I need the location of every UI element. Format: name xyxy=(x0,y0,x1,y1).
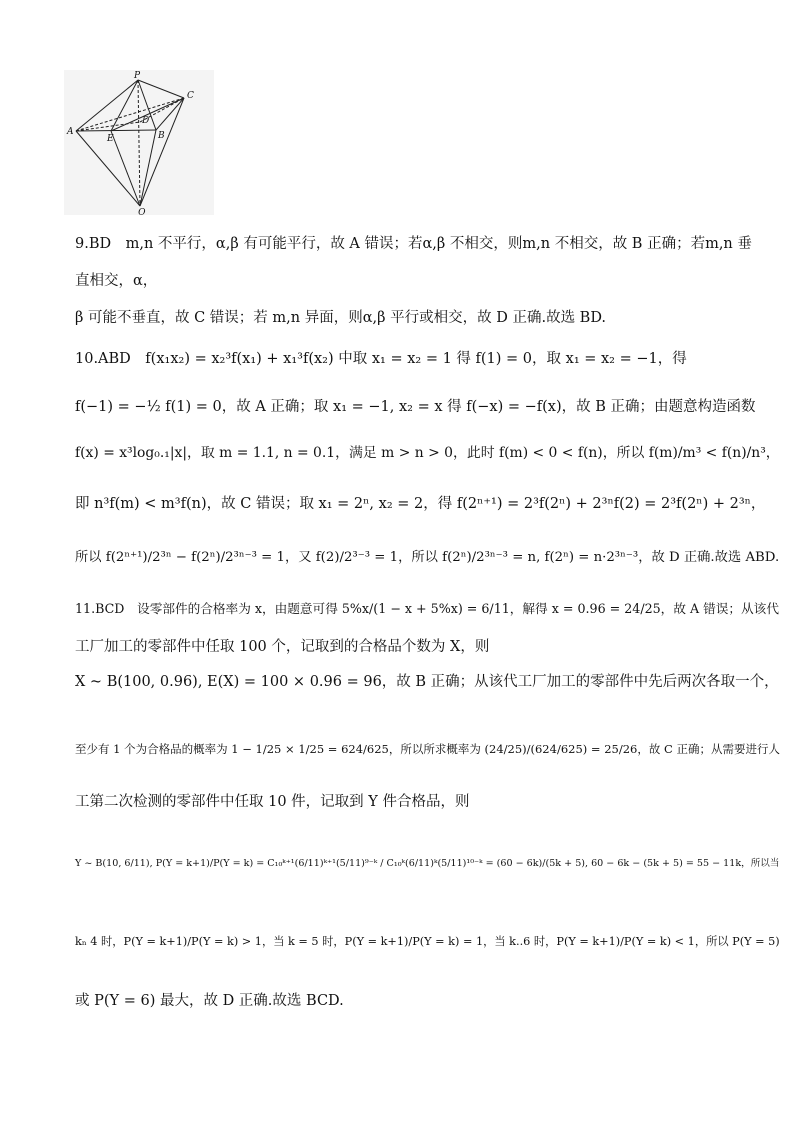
q10-line-2: f(−1) = −½ f(1) = 0，故 A 正确；取 x₁ = −1, x₂ = x 得 f(−x) = −f(x)，故 B 正确；由题意构造函数 xyxy=(75,399,756,415)
q10-line-5: 所以 f(2ⁿ⁺¹)/2³ⁿ − f(2ⁿ)/2³ⁿ⁻³ = 1，又 f(2)/2³⁻³ = 1，所以 f(2ⁿ)/2³ⁿ⁻³ = n, f(2ⁿ) = n·2³ⁿ⁻³，故 D 正确.故选 ABD. xyxy=(75,550,780,565)
label-q: Q xyxy=(138,208,146,215)
q9-line-3: β 可能不垂直，故 C 错误；若 m,n 异面，则α,β 平行或相交，故 D 正确.故选 BD. xyxy=(75,310,607,326)
q11-line-4: 至少有 1 个为合格品的概率为 1 − 1/25 × 1/25 = 624/625，所以所求概率为 (24/25)/(624/625) = 25/26，故 C 正确；从需要进行人 xyxy=(75,742,780,756)
label-c: C xyxy=(187,91,194,101)
label-e: E xyxy=(107,134,114,144)
q10-line-4: 即 n³f(m) < m³f(n)，故 C 错误；取 x₁ = 2ⁿ, x₂ = 2，得 f(2ⁿ⁺¹) = 2³f(2ⁿ) + 2³ⁿf(2) = 2³f(2ⁿ) + 2³ⁿ， xyxy=(75,496,766,512)
label-a: A xyxy=(67,127,74,137)
q11-line-8: 或 P(Y = 6) 最大，故 D 正确.故选 BCD. xyxy=(75,993,344,1009)
q11-line-1: 11.BCD 设零部件的合格率为 x，由题意可得 5%x/(1 − x + 5%x) = 6/11，解得 x = 0.96 = 24/25，故 A 错误；从该代 xyxy=(75,601,779,616)
q9-line-1: 9.BD m,n 不平行，α,β 有可能平行，故 A 错误；若α,β 不相交，则m,n 不相交，故 B 正确；若m,n 垂 xyxy=(75,236,752,252)
q11-line-3: X ~ B(100, 0.96), E(X) = 100 × 0.96 = 96，故 B 正确；从该代工厂加工的零部件中先后两次各取一个， xyxy=(75,674,779,690)
q11-line-5: 工第二次检测的零部件中任取 10 件，记取到 Y 件合格品，则 xyxy=(75,794,470,810)
q10-line-1: 10.ABD f(x₁x₂) = x₂³f(x₁) + x₁³f(x₂) 中取 x₁ = x₂ = 1 得 f(1) = 0，取 x₁ = x₂ = −1，得 xyxy=(75,351,687,367)
q10-line-3: f(x) = x³log₀.₁|x|，取 m = 1.1, n = 0.1，满足 m > n > 0，此时 f(m) < 0 < f(n)，所以 f(m)/m³ < f(n)/n³， xyxy=(75,445,780,461)
pyramid-diagram xyxy=(64,70,214,215)
label-p: P xyxy=(134,71,141,81)
label-d: D xyxy=(142,116,150,126)
q9-line-2: 直相交，α， xyxy=(75,273,158,289)
label-b: B xyxy=(158,131,165,141)
q11-line-6: Y ~ B(10, 6/11), P(Y = k+1)/P(Y = k) = C₁₀ᵏ⁺¹(6/11)ᵏ⁺¹(5/11)⁹⁻ᵏ / C₁₀ᵏ(6/11)ᵏ(5/11)¹⁰⁻ᵏ = (60 − 6k)/(5k + 5), 60 − 6k − (5k + 5) = 55 − 11k，所以当 xyxy=(75,858,780,869)
q11-line-2: 工厂加工的零部件中任取 100 个，记取到的合格品个数为 X，则 xyxy=(75,639,490,655)
q11-line-7: kₙ 4 时，P(Y = k+1)/P(Y = k) > 1，当 k = 5 时，P(Y = k+1)/P(Y = k) = 1，当 k..6 时，P(Y = k+1)/P(Y = k) < 1，所以 P(Y = 5) xyxy=(75,935,780,948)
